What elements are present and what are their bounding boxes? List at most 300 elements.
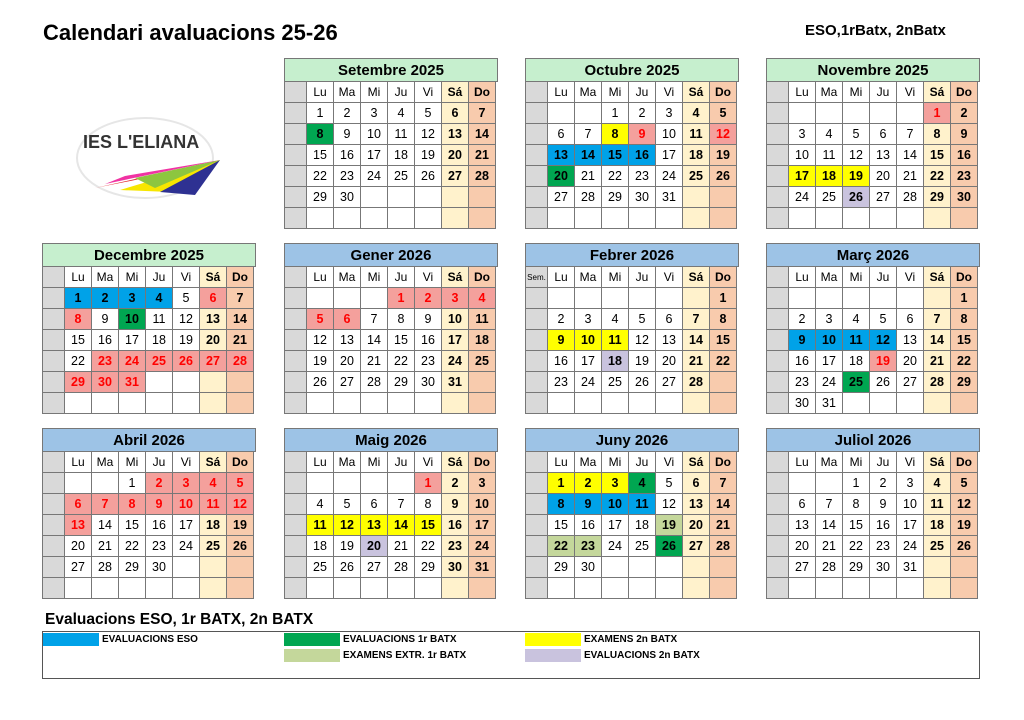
- month-grid: [284, 452, 498, 599]
- weekday-label: Lu: [789, 82, 816, 103]
- day-cell: 27: [361, 557, 388, 578]
- week-cell: [285, 166, 307, 187]
- day-cell: 20: [334, 351, 361, 372]
- day-cell: 12: [629, 330, 656, 351]
- day-cell: 26: [334, 557, 361, 578]
- day-cell: 8: [951, 309, 978, 330]
- week-cell: [526, 124, 548, 145]
- empty-cell: [897, 578, 924, 599]
- day-cell: 30: [146, 557, 173, 578]
- day-cell: 12: [870, 330, 897, 351]
- day-cell: 17: [361, 145, 388, 166]
- day-cell: 9: [629, 124, 656, 145]
- day-cell: 24: [789, 187, 816, 208]
- empty-cell: [200, 372, 227, 393]
- day-cell: 5: [843, 124, 870, 145]
- day-cell: 27: [870, 187, 897, 208]
- day-cell: 15: [388, 330, 415, 351]
- day-cell: 20: [548, 166, 575, 187]
- day-cell: 25: [924, 536, 951, 557]
- day-cell: 11: [388, 124, 415, 145]
- day-cell: 24: [897, 536, 924, 557]
- day-cell: 26: [307, 372, 334, 393]
- day-cell: 11: [843, 330, 870, 351]
- day-cell: 28: [92, 557, 119, 578]
- day-cell: 28: [575, 187, 602, 208]
- day-cell: 4: [602, 309, 629, 330]
- day-cell: 19: [710, 145, 737, 166]
- day-cell: 5: [629, 309, 656, 330]
- empty-cell: [602, 393, 629, 414]
- day-cell: 28: [816, 557, 843, 578]
- day-cell: 24: [442, 351, 469, 372]
- empty-cell: [870, 103, 897, 124]
- day-cell: 21: [469, 145, 496, 166]
- day-cell: 15: [951, 330, 978, 351]
- day-cell: 8: [307, 124, 334, 145]
- day-cell: 19: [307, 351, 334, 372]
- weekday-label: Ma: [816, 82, 843, 103]
- day-cell: 10: [602, 494, 629, 515]
- month-title: Juny 2026: [525, 428, 739, 452]
- day-cell: 12: [656, 494, 683, 515]
- week-cell: [767, 536, 789, 557]
- month-grid: [766, 267, 980, 414]
- day-cell: 13: [789, 515, 816, 536]
- day-cell: 25: [629, 536, 656, 557]
- day-cell: 12: [710, 124, 737, 145]
- day-cell: 17: [656, 145, 683, 166]
- week-cell: [43, 372, 65, 393]
- day-cell: 26: [415, 166, 442, 187]
- week-col-header: [526, 82, 548, 103]
- empty-cell: [227, 557, 254, 578]
- week-col-header: [43, 267, 65, 288]
- day-cell: 1: [548, 473, 575, 494]
- day-cell: 22: [548, 536, 575, 557]
- empty-cell: [789, 473, 816, 494]
- day-cell: 22: [843, 536, 870, 557]
- month-grid: [42, 452, 256, 599]
- day-cell: 3: [173, 473, 200, 494]
- day-cell: 21: [816, 536, 843, 557]
- weekday-label: Ma: [816, 452, 843, 473]
- day-cell: 27: [789, 557, 816, 578]
- empty-cell: [897, 103, 924, 124]
- month-1: [525, 58, 739, 229]
- empty-cell: [683, 208, 710, 229]
- day-cell: 8: [602, 124, 629, 145]
- day-cell: 18: [200, 515, 227, 536]
- day-cell: 13: [334, 330, 361, 351]
- week-cell: [526, 494, 548, 515]
- day-cell: 30: [629, 187, 656, 208]
- day-cell: 12: [334, 515, 361, 536]
- day-cell: 14: [575, 145, 602, 166]
- week-cell: [767, 372, 789, 393]
- day-cell: 12: [227, 494, 254, 515]
- day-cell: 22: [951, 351, 978, 372]
- empty-cell: [602, 578, 629, 599]
- empty-cell: [307, 288, 334, 309]
- empty-cell: [924, 393, 951, 414]
- weekday-label: Lu: [789, 452, 816, 473]
- empty-cell: [334, 393, 361, 414]
- empty-cell: [897, 208, 924, 229]
- day-cell: 6: [656, 309, 683, 330]
- weekday-label: Ju: [146, 452, 173, 473]
- week-cell: [767, 103, 789, 124]
- day-cell: 2: [789, 309, 816, 330]
- empty-cell: [843, 393, 870, 414]
- day-cell: 7: [227, 288, 254, 309]
- empty-cell: [656, 288, 683, 309]
- weekday-label: Do: [469, 82, 496, 103]
- empty-cell: [442, 393, 469, 414]
- legend-swatch-eval-2batx: [525, 649, 581, 662]
- day-cell: 9: [575, 494, 602, 515]
- day-cell: 1: [924, 103, 951, 124]
- day-cell: 6: [361, 494, 388, 515]
- day-cell: 27: [656, 372, 683, 393]
- day-cell: 9: [334, 124, 361, 145]
- day-cell: 7: [92, 494, 119, 515]
- day-cell: 4: [843, 309, 870, 330]
- day-cell: 12: [173, 309, 200, 330]
- day-cell: 29: [307, 187, 334, 208]
- empty-cell: [548, 393, 575, 414]
- week-cell: [526, 351, 548, 372]
- empty-cell: [442, 208, 469, 229]
- weekday-label: Vi: [656, 267, 683, 288]
- day-cell: 18: [388, 145, 415, 166]
- month-title: Octubre 2025: [525, 58, 739, 82]
- day-cell: 15: [710, 330, 737, 351]
- empty-cell: [789, 103, 816, 124]
- day-cell: 23: [415, 351, 442, 372]
- day-cell: 6: [870, 124, 897, 145]
- day-cell: 9: [789, 330, 816, 351]
- day-cell: 27: [442, 166, 469, 187]
- day-cell: 11: [469, 309, 496, 330]
- day-cell: 5: [710, 103, 737, 124]
- day-cell: 24: [361, 166, 388, 187]
- month-title: Novembre 2025: [766, 58, 980, 82]
- weekday-label: Lu: [307, 452, 334, 473]
- week-cell: [767, 208, 789, 229]
- week-cell: [285, 393, 307, 414]
- day-cell: 4: [307, 494, 334, 515]
- empty-cell: [710, 578, 737, 599]
- empty-cell: [200, 557, 227, 578]
- day-cell: 31: [119, 372, 146, 393]
- day-cell: 23: [334, 166, 361, 187]
- weekday-label: Sá: [442, 82, 469, 103]
- week-cell: [285, 145, 307, 166]
- day-cell: 4: [388, 103, 415, 124]
- empty-cell: [548, 578, 575, 599]
- day-cell: 3: [119, 288, 146, 309]
- day-cell: 23: [92, 351, 119, 372]
- day-cell: 14: [388, 515, 415, 536]
- week-cell: [526, 187, 548, 208]
- legend-item-exam-extr-1batx: [284, 649, 466, 662]
- page-subtitle: ESO,1rBatx, 2nBatx: [805, 22, 946, 39]
- day-cell: 5: [951, 473, 978, 494]
- day-cell: 7: [469, 103, 496, 124]
- day-cell: 23: [629, 166, 656, 187]
- day-cell: 8: [65, 309, 92, 330]
- day-cell: 22: [119, 536, 146, 557]
- weekday-label: Lu: [548, 452, 575, 473]
- weekday-label: Mi: [361, 82, 388, 103]
- week-cell: [526, 578, 548, 599]
- weekday-label: Ma: [334, 82, 361, 103]
- empty-cell: [334, 288, 361, 309]
- weekday-label: Mi: [119, 452, 146, 473]
- weekday-label: Do: [469, 452, 496, 473]
- week-cell: [285, 473, 307, 494]
- day-cell: 13: [683, 494, 710, 515]
- empty-cell: [173, 372, 200, 393]
- day-cell: 14: [816, 515, 843, 536]
- day-cell: 2: [415, 288, 442, 309]
- weekday-label: Ma: [575, 267, 602, 288]
- empty-cell: [361, 208, 388, 229]
- day-cell: 17: [173, 515, 200, 536]
- day-cell: 8: [415, 494, 442, 515]
- day-cell: 29: [924, 187, 951, 208]
- month-title: Abril 2026: [42, 428, 256, 452]
- day-cell: 17: [602, 515, 629, 536]
- day-cell: 28: [227, 351, 254, 372]
- weekday-label: Ju: [388, 82, 415, 103]
- empty-cell: [683, 288, 710, 309]
- week-col-header: [285, 452, 307, 473]
- empty-cell: [388, 473, 415, 494]
- day-cell: 22: [388, 351, 415, 372]
- weekday-label: Ma: [92, 452, 119, 473]
- empty-cell: [843, 103, 870, 124]
- day-cell: 21: [92, 536, 119, 557]
- day-cell: 14: [361, 330, 388, 351]
- empty-cell: [951, 557, 978, 578]
- day-cell: 29: [388, 372, 415, 393]
- empty-cell: [843, 288, 870, 309]
- day-cell: 15: [602, 145, 629, 166]
- weekday-label: Ju: [146, 267, 173, 288]
- empty-cell: [146, 578, 173, 599]
- empty-cell: [65, 473, 92, 494]
- empty-cell: [870, 578, 897, 599]
- day-cell: 17: [469, 515, 496, 536]
- weekday-label: Mi: [602, 452, 629, 473]
- day-cell: 9: [442, 494, 469, 515]
- month-title: Gener 2026: [284, 243, 498, 267]
- day-cell: 30: [334, 187, 361, 208]
- empty-cell: [200, 578, 227, 599]
- empty-cell: [442, 578, 469, 599]
- weekday-label: Vi: [656, 452, 683, 473]
- empty-cell: [361, 578, 388, 599]
- day-cell: 13: [65, 515, 92, 536]
- empty-cell: [683, 578, 710, 599]
- day-cell: 19: [629, 351, 656, 372]
- week-cell: [767, 393, 789, 414]
- weekday-label: Do: [951, 82, 978, 103]
- weekday-label: Mi: [843, 82, 870, 103]
- day-cell: 23: [575, 536, 602, 557]
- week-cell: [526, 166, 548, 187]
- empty-cell: [548, 103, 575, 124]
- empty-cell: [924, 208, 951, 229]
- empty-cell: [683, 557, 710, 578]
- day-cell: 2: [442, 473, 469, 494]
- day-cell: 24: [173, 536, 200, 557]
- day-cell: 19: [870, 351, 897, 372]
- empty-cell: [789, 208, 816, 229]
- empty-cell: [683, 187, 710, 208]
- day-cell: 1: [951, 288, 978, 309]
- day-cell: 15: [415, 515, 442, 536]
- day-cell: 7: [816, 494, 843, 515]
- week-col-header: [767, 82, 789, 103]
- day-cell: 13: [442, 124, 469, 145]
- empty-cell: [897, 288, 924, 309]
- empty-cell: [92, 393, 119, 414]
- empty-cell: [173, 557, 200, 578]
- day-cell: 5: [227, 473, 254, 494]
- empty-cell: [710, 393, 737, 414]
- day-cell: 24: [575, 372, 602, 393]
- week-col-header: [767, 452, 789, 473]
- weekday-label: Ju: [870, 267, 897, 288]
- day-cell: 13: [897, 330, 924, 351]
- week-cell: [767, 309, 789, 330]
- weekday-label: Ma: [334, 452, 361, 473]
- weekday-label: Lu: [548, 82, 575, 103]
- day-cell: 24: [469, 536, 496, 557]
- week-cell: [526, 309, 548, 330]
- day-cell: 10: [897, 494, 924, 515]
- weekday-label: Vi: [897, 82, 924, 103]
- week-cell: [526, 288, 548, 309]
- month-grid: [766, 82, 980, 229]
- day-cell: 14: [683, 330, 710, 351]
- empty-cell: [92, 473, 119, 494]
- day-cell: 15: [548, 515, 575, 536]
- empty-cell: [575, 288, 602, 309]
- day-cell: 6: [65, 494, 92, 515]
- day-cell: 30: [951, 187, 978, 208]
- page-title: Calendari avaluacions 25-26: [43, 20, 338, 45]
- week-cell: [285, 330, 307, 351]
- empty-cell: [388, 187, 415, 208]
- weekday-label: Lu: [789, 267, 816, 288]
- day-cell: 28: [388, 557, 415, 578]
- week-cell: [526, 557, 548, 578]
- month-grid: [525, 267, 739, 414]
- day-cell: 24: [602, 536, 629, 557]
- empty-cell: [307, 393, 334, 414]
- empty-cell: [683, 393, 710, 414]
- week-cell: [43, 515, 65, 536]
- day-cell: 15: [843, 515, 870, 536]
- day-cell: 4: [924, 473, 951, 494]
- weekday-label: Mi: [361, 267, 388, 288]
- day-cell: 20: [200, 330, 227, 351]
- empty-cell: [307, 473, 334, 494]
- empty-cell: [870, 288, 897, 309]
- empty-cell: [710, 557, 737, 578]
- day-cell: 7: [683, 309, 710, 330]
- day-cell: 3: [897, 473, 924, 494]
- day-cell: 21: [924, 351, 951, 372]
- month-8: [284, 428, 498, 599]
- day-cell: 1: [710, 288, 737, 309]
- day-cell: 20: [870, 166, 897, 187]
- day-cell: 20: [897, 351, 924, 372]
- day-cell: 18: [816, 166, 843, 187]
- day-cell: 24: [656, 166, 683, 187]
- day-cell: 1: [602, 103, 629, 124]
- day-cell: 22: [602, 166, 629, 187]
- day-cell: 30: [870, 557, 897, 578]
- day-cell: 15: [119, 515, 146, 536]
- empty-cell: [92, 578, 119, 599]
- month-2: [766, 58, 980, 229]
- week-col-header: [43, 452, 65, 473]
- empty-cell: [602, 557, 629, 578]
- day-cell: 3: [602, 473, 629, 494]
- logo-text: IES L'ELIANA: [83, 132, 200, 152]
- weekday-label: Sá: [924, 267, 951, 288]
- weekday-label: Vi: [415, 452, 442, 473]
- empty-cell: [710, 208, 737, 229]
- day-cell: 30: [92, 372, 119, 393]
- day-cell: 28: [683, 372, 710, 393]
- weekday-label: Sá: [442, 452, 469, 473]
- day-cell: 5: [870, 309, 897, 330]
- day-cell: 11: [602, 330, 629, 351]
- day-cell: 3: [575, 309, 602, 330]
- day-cell: 27: [65, 557, 92, 578]
- day-cell: 25: [307, 557, 334, 578]
- day-cell: 26: [629, 372, 656, 393]
- week-col-header: [285, 267, 307, 288]
- day-cell: 26: [951, 536, 978, 557]
- day-cell: 3: [469, 473, 496, 494]
- day-cell: 25: [816, 187, 843, 208]
- week-cell: [767, 330, 789, 351]
- week-cell: [43, 494, 65, 515]
- day-cell: 7: [575, 124, 602, 145]
- empty-cell: [227, 578, 254, 599]
- weekday-label: Sá: [200, 267, 227, 288]
- empty-cell: [173, 578, 200, 599]
- week-cell: [285, 494, 307, 515]
- day-cell: 2: [629, 103, 656, 124]
- week-cell: [526, 330, 548, 351]
- weekday-label: Vi: [415, 267, 442, 288]
- day-cell: 10: [789, 145, 816, 166]
- day-cell: 30: [415, 372, 442, 393]
- empty-cell: [388, 578, 415, 599]
- week-cell: [43, 578, 65, 599]
- legend-label-exam-extr-1batx: EXAMENS EXTR. 1r BATX: [343, 650, 467, 661]
- weekday-label: Vi: [173, 452, 200, 473]
- empty-cell: [548, 288, 575, 309]
